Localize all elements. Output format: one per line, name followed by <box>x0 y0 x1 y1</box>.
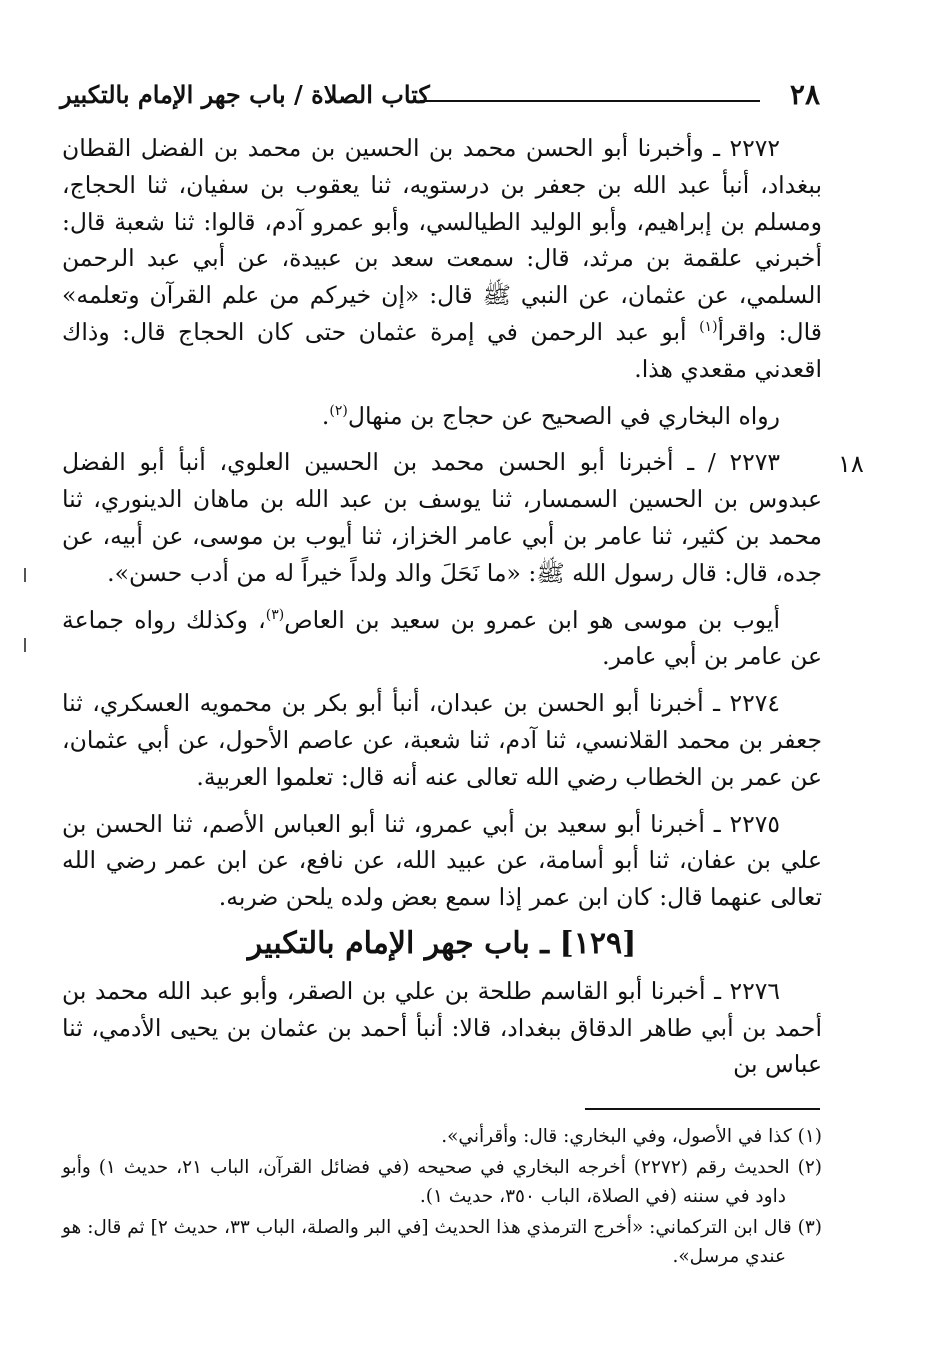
paragraph-text: ٢٢٧٥ ـ أخبرنا أبو سعيد بن أبي عمرو، ثنا أبو العباس الأصم، ثنا الحسن بن علي بن عفان، ثنا أبو أسامة، عن عبيد الله، عن نافع، عن ابن عمر رضي الله تعالى عنهما قال: كان ابن عمر إذا سمع بعض ولده يلحن ضربه. <box>62 809 822 912</box>
hadith-2275 <box>62 806 822 916</box>
hadith-2276 <box>62 973 822 1083</box>
main-text <box>62 130 822 1093</box>
margin-tick-mark <box>24 638 26 652</box>
footnote-1: (١) كذا في الأصول، وفي البخاري: قال: وأقرأني». <box>441 1126 822 1147</box>
chapter-heading: [١٢٩] ـ باب جهر الإمام بالتكبير <box>247 925 637 961</box>
footnote-2: (٢) الحديث رقم (٢٢٧٢) أخرجه البخاري في صحيحه (في فضائل القرآن، الباب ٢١، حديث ١) وأبو داود في سننه (في الصلاة، الباب ٣٥٠، حديث ١). <box>62 1157 822 1207</box>
footnote-separator <box>585 1108 820 1110</box>
manuscript-folio-number: ١٨ <box>838 450 864 478</box>
hadith-2272 <box>62 130 822 388</box>
paragraph-text: . <box>321 401 330 430</box>
paragraph-text: ، وكذلك رواه جماعة عن عامر بن أبي عامر. <box>62 605 822 671</box>
paragraph-text: ٢٢٧٦ ـ أخبرنا أبو القاسم طلحة بن علي بن الصقر، وأبو عبد الله محمد بن أحمد بن أبي طاهر الدقاق ببغداد، قالا: أنبأ أحمد بن عثمان بن يحيى الأدمي، ثنا عباس بن <box>62 976 822 1079</box>
footnote-marker: (١) <box>699 319 718 336</box>
paragraph-text: أبو عبد الرحمن في إمرة عثمان حتى كان الحجاج قال: وذاك اقعدني مقعدي هذا. <box>62 317 822 383</box>
margin-tick-mark <box>24 568 26 582</box>
header-rule <box>420 100 760 102</box>
hadith-2273-note <box>62 602 822 676</box>
paragraph-text: رواه البخاري في الصحيح عن حجاج بن منهال <box>347 401 780 430</box>
footnote-marker: (٢) <box>329 402 348 419</box>
running-title: كتاب الصلاة / باب جهر الإمام بالتكبير <box>60 80 430 109</box>
paragraph-text: أيوب بن موسى هو ابن عمرو بن سعيد بن العاص <box>284 605 780 634</box>
paragraph-text: ٢٢٧٢ ـ وأخبرنا أبو الحسن محمد بن الحسين بن محمد بن الفضل القطان ببغداد، أنبأ عبد الله بن جعفر بن درستويه، ثنا يعقوب بن سفيان، ثنا الحجاج، ومسلم بن إبراهيم، وأبو الوليد الطيالسي، وأبو عمرو آدم، قالوا: ثنا شعبة قال: أخبرني علقمة بن مرثد، قال: سمعت سعد بن عبيدة، عن أبي عبد الرحمن السلمي، عن عثمان، عن النبي ﷺ قال: «إن خيركم من علم القرآن وتعلمه» قال: واقرأ <box>62 134 822 346</box>
paragraph-text: ٢٢٧٣ / ـ أخبرنا أبو الحسن محمد بن الحسين العلوي، أنبأ أبو الفضل عبدوس بن الحسين السمسار، ثنا يوسف بن عبد الله بن ماهان الدينوري، ثنا محمد بن كثير، ثنا عامر بن أبي عامر الخزاز، ثنا أيوب بن موسى، عن أبيه، عن جده، قال: قال رسول الله ﷺ: «ما نَحَلَ والد ولداً خيراً له من أدب حسن». <box>62 448 822 587</box>
footnotes <box>62 1122 822 1273</box>
hadith-2272-note <box>62 398 822 435</box>
running-header <box>60 78 820 118</box>
page-number: ٢٨ <box>789 78 820 111</box>
footnote-marker: (٣) <box>265 606 285 623</box>
paragraph-text: ٢٢٧٤ ـ أخبرنا أبو الحسن بن عبدان، أنبأ أبو بكر بن محمويه العسكري، ثنا جعفر بن محمد القلانسي، ثنا آدم، ثنا شعبة، عن عاصم الأحول، عن أبي عثمان، عن عمر بن الخطاب رضي الله تعالى عنه أنه قال: تعلموا العربية. <box>62 689 822 791</box>
hadith-2274 <box>62 685 822 795</box>
footnote-3: (٣) قال ابن التركماني: «أخرج الترمذي هذا الحديث [في البر والصلة، الباب ٣٣، حديث ٢] ثم قال: هو عندي مرسل». <box>62 1217 822 1267</box>
hadith-2273 <box>62 444 822 591</box>
